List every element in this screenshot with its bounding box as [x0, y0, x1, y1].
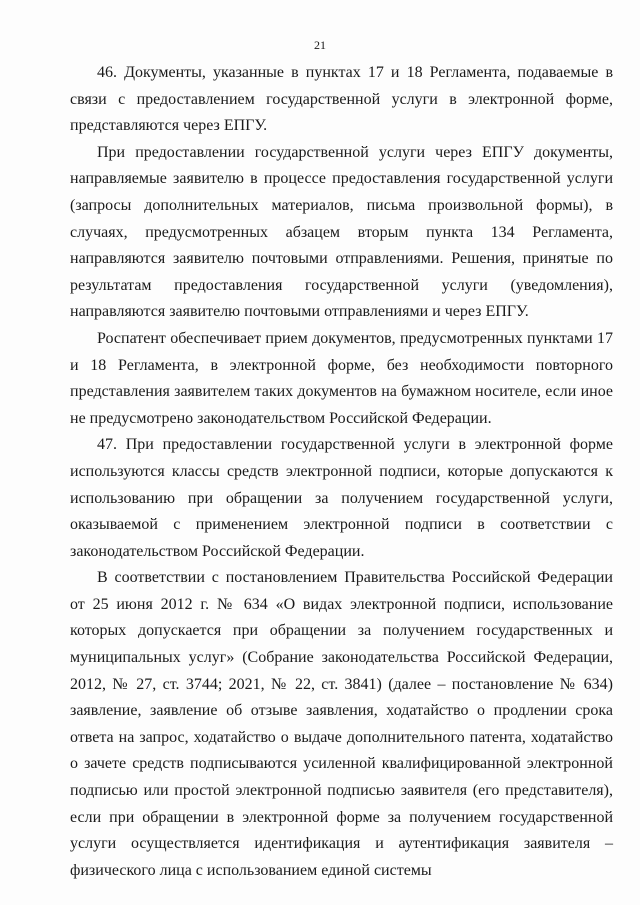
paragraph-resolution-634: В соответствии с постановлением Правительства Российской Федерации от 25 июня 2012 г. № 634 «О видах электронной подписи, использование которых допускается при обращении за получением государственных и муниципальных услуг» (Собрание законодательства Российской Федерации, 2012, № 27, ст. 3744; 2021, № 22, ст. 3841) (далее – постановление № 634) заявление, заявление об отзыве заявления, ходатайство о продлении срока ответа на запрос, ходатайство о выдаче дополнительного патента, ходатайство о зачете средств подписываются усиленной квалифицированной электронной подписью или простой электронной подписью заявителя (его представителя), если при обращении в электронной форме за получением государственной услуги осуществляется идентификация и аутентификация заявителя – физического лица с использованием единой системы [70, 569, 613, 879]
paragraph-rospatent-acceptance: Роспатент обеспечивает прием документов, предусмотренных пунктами 17 и 18 Регламента, в электронной форме, без необходимости повторного представления заявителем таких документов на бумажном носителе, если иное не предусмотрено законодательством Российской Федерации. [70, 329, 613, 427]
paragraph-46: 46. Документы, указанные в пунктах 17 и 18 Регламента, подаваемые в связи с предоставлением государственной услуги в электронной форме, представляются через ЕПГУ. [70, 64, 613, 135]
document-body [70, 60, 613, 884]
paragraph-epgu-delivery: При предоставлении государственной услуги через ЕПГУ документы, направляемые заявителю в процессе предоставления государственной услуги (запросы дополнительных материалов, письма произвольной формы), в случаях, предусмотренных абзацем вторым пункта 134 Регламента, направляются заявителю почтовыми отправлениями. Решения, принятые по результатам предоставления государственной услуги (уведомления), направляются заявителю почтовыми отправлениями и через ЕПГУ. [70, 143, 613, 321]
paragraph-47: 47. При предоставлении государственной услуги в электронной форме используются классы средств электронной подписи, которые допускаются к использованию при обращении за получением государственной услуги, оказываемой с применением электронной подписи в соответствии с законодательством Российской Федерации. [70, 436, 613, 560]
page-number: 21 [314, 38, 326, 52]
